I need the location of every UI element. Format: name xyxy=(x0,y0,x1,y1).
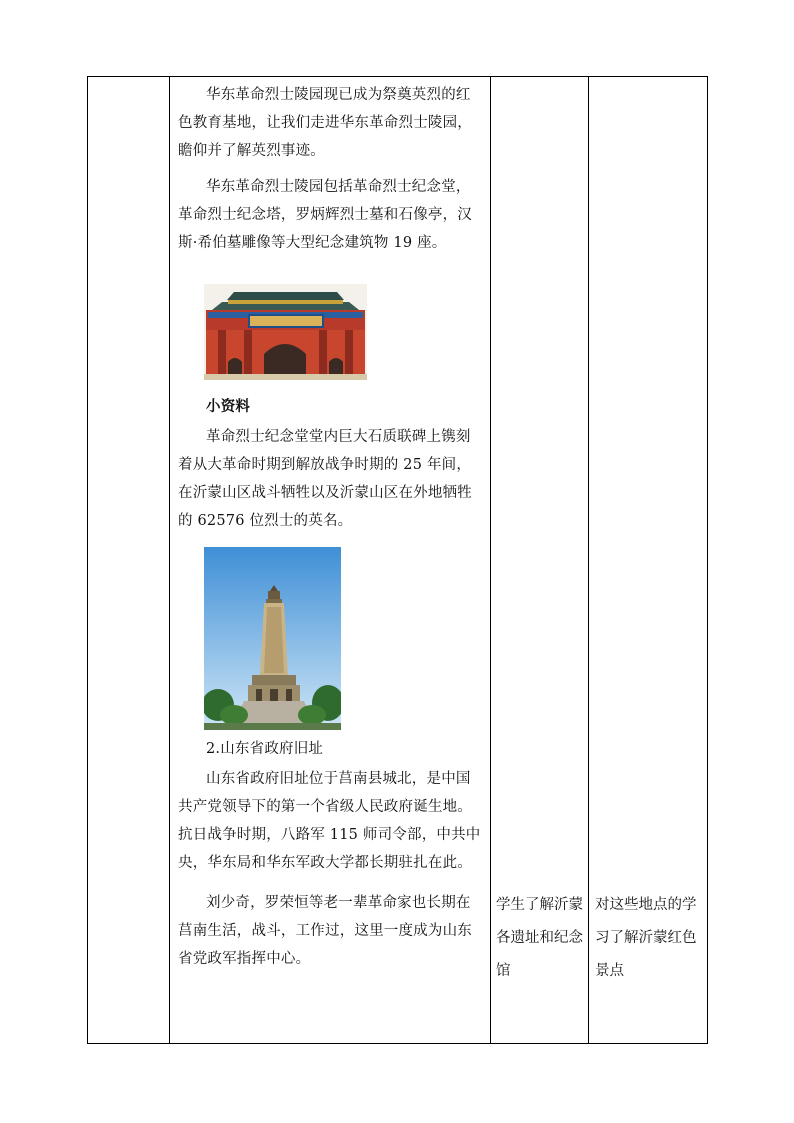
student-activity-cell xyxy=(490,77,589,1043)
section-heading: 2.山东省政府旧址 xyxy=(206,741,324,757)
paragraph-memorial-hall: 革命烈士纪念堂堂内巨大石质联碑上镌刻着从大革命时期到解放战争时期的 25 年间，在沂蒙山区战斗牺牲以及沂蒙山区在外地牺牲的 62576 位烈士的英名。 xyxy=(178,429,472,529)
paragraph-revolutionaries: 刘少奇，罗荣恒等老一辈革命家也长期在莒南生活，战斗，工作过，这里一度成为山东省党政军指挥中心。 xyxy=(178,895,472,967)
memorial-tower-icon xyxy=(204,547,341,730)
sidebar-title: 小资料 xyxy=(206,398,251,415)
student-activity-text: 学生了解沂蒙各遗址和纪念馆 xyxy=(496,897,583,979)
memorial-gate-image xyxy=(204,284,367,380)
memorial-tower-image xyxy=(204,547,341,730)
paragraph-composition: 华东革命烈士陵园包括革命烈士纪念堂，革命烈士纪念塔，罗炳辉烈士墓和石像亭，汉斯·希伯墓雕像等大型纪念建筑物 19 座。 xyxy=(178,179,472,251)
paragraph-provincial-site: 山东省政府旧址位于莒南县城北，是中国共产党领导下的第一个省级人民政府诞生地。抗日战争时期，八路军 115 师司令部，中共中央，华东局和华东军政大学都长期驻扎在此。 xyxy=(178,771,481,871)
design-intent-text: 对这些地点的学习了解沂蒙红色景点 xyxy=(595,897,697,979)
memorial-gate-icon xyxy=(204,284,367,380)
design-intent-cell xyxy=(589,77,709,1043)
lesson-table xyxy=(87,76,708,1044)
paragraph-intro: 华东革命烈士陵园现已成为祭奠英烈的红色教育基地，让我们走进华东革命烈士陵园，瞻仰并了解英烈事迹。 xyxy=(178,87,472,159)
content-cell xyxy=(170,77,490,1043)
